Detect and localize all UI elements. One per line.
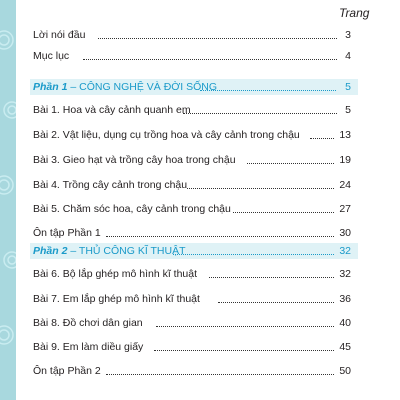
toc-entry[interactable] [33,225,351,241]
toc-entry-title: Bài 5. Chăm sóc hoa, cây cảnh trong chậu [33,203,231,215]
toc-section-part-2[interactable] [30,243,358,259]
toc-entry-page: 5 [345,81,351,93]
toc-entry-page: 40 [339,317,351,329]
toc-entry-page: 50 [339,365,351,377]
toc-entry-page: 27 [339,203,351,215]
dot-leader [154,350,334,351]
dot-leader [98,38,337,39]
toc-entry-page: 32 [339,245,351,257]
toc-entry[interactable] [33,27,351,43]
toc-entry-page: 45 [339,341,351,353]
toc-entry-title: Bài 8. Đồ chơi dân gian [33,317,143,329]
section-part-label: Phần 1 [33,81,68,93]
dot-leader [209,277,334,278]
dot-leader [183,113,337,114]
toc-entry[interactable] [33,177,351,193]
dot-leader [233,212,334,213]
toc-entry-page: 13 [339,129,351,141]
toc-entry-page: 19 [339,154,351,166]
section-part-label: Phần 2 [33,245,68,257]
toc-entry-title: Lời nói đầu [33,29,86,41]
toc-entry[interactable] [33,152,351,168]
toc-entry-title: Bài 6. Bộ lắp ghép mô hình kĩ thuật [33,268,198,280]
toc-entry-title: Mục lục [33,50,70,62]
toc-entry-page: 5 [345,104,351,116]
toc-section-part-1[interactable] [30,79,358,95]
toc-entry[interactable] [33,127,351,143]
toc-entry-page: 24 [339,179,351,191]
toc-entry[interactable] [33,315,351,331]
toc-entry-page: 36 [339,293,351,305]
section-title: – CÔNG NGHỆ VÀ ĐỜI SỐNG [70,81,218,93]
toc-entry-title: Bài 9. Em làm diều giấy [33,341,144,353]
dot-leader [83,59,337,60]
toc-entry-page: 3 [345,29,351,41]
section-title: – THỦ CÔNG KĨ THUẬT [70,245,186,257]
toc-entry[interactable] [33,102,351,118]
toc-entry-page: 32 [339,268,351,280]
toc-entry-title: Bài 1. Hoa và cây cảnh quanh em [33,104,191,116]
toc-entry-page: 4 [345,50,351,62]
toc-entry-title: Bài 4. Trồng cây cảnh trong chậu [33,179,188,191]
toc-entry[interactable] [33,48,351,64]
dot-leader [310,138,334,139]
dot-leader [173,254,334,255]
dot-leader [156,326,334,327]
toc-entry[interactable] [33,266,351,282]
toc-entry-title: Bài 2. Vật liệu, dụng cụ trồng hoa và cây cảnh trong chậu [33,129,300,141]
toc-entry-page: 30 [339,227,351,239]
dot-leader [187,188,334,189]
toc-entry[interactable] [33,363,351,379]
dot-leader [247,163,334,164]
dot-leader [218,302,334,303]
page-column-header: Trang [339,6,370,20]
toc-entry-title: Ôn tập Phần 2 [33,365,101,377]
toc-entry-title: Bài 3. Gieo hạt và trồng cây hoa trong chậu [33,154,236,166]
toc-entry-title: Ôn tập Phần 1 [33,227,101,239]
decorative-side-band [0,0,16,400]
swirl-pattern-icon [0,0,16,400]
toc-entry[interactable] [33,339,351,355]
dot-leader [200,90,336,91]
dot-leader [106,374,334,375]
toc-entry[interactable] [33,201,351,217]
dot-leader [106,236,334,237]
toc-entry-title: Bài 7. Em lắp ghép mô hình kĩ thuật [33,293,200,305]
toc-entry[interactable] [33,291,351,307]
